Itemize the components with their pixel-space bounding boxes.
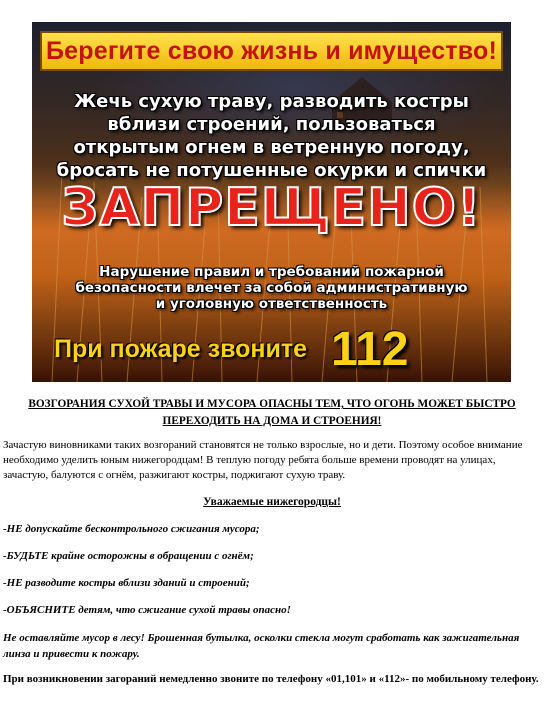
notice-warning: Не оставляйте мусор в лесу! Брошенная бутылка, осколки стекла могут сработать как зажигательная линза и привести к пожару.	[3, 632, 520, 660]
notice-salutation: Уважаемые нижегородцы!	[203, 496, 341, 508]
emergency-call-line	[54, 322, 408, 377]
forbidden-headline: ЗАПРЕЩЕНО!	[61, 178, 482, 238]
poster-title: Берегите свою жизнь и имущество!	[46, 36, 497, 65]
notice-item: -БУДЬТЕ крайне осторожны в обращении с огнём;	[3, 550, 254, 562]
liability-line: и уголовную ответственность	[155, 296, 388, 312]
notice-item: -НЕ разводите костры вблизи зданий и строений;	[3, 577, 250, 589]
emergency-number: 112	[331, 323, 409, 376]
notice-item: -ОБЪЯСНИТЕ детям, что сжигание сухой травы опасно!	[3, 604, 291, 616]
liability-line: Нарушение правил и требований пожарной	[99, 264, 444, 280]
liability-line: безопасности влечет за собой административную	[75, 280, 468, 296]
notice-document	[3, 396, 541, 687]
liability-text	[32, 264, 511, 312]
rule-line: Жечь сухую траву, разводить костры	[74, 91, 469, 112]
rule-line: открытым огнем в ветренную погоду,	[73, 137, 470, 158]
fire-safety-poster	[32, 22, 511, 382]
notice-heading: ВОЗГОРАНИЯ СУХОЙ ТРАВЫ И МУСОРА ОПАСНЫ ТЕМ, ЧТО ОГОНЬ МОЖЕТ БЫСТРО ПЕРЕХОДИТЬ НА ДОМА И СТРОЕНИЯ!	[28, 398, 516, 427]
notice-paragraph: Зачастую виновниками таких возгораний становятся не только взрослые, но и дети. Поэтому особое внимание необходимо уделить юным нижегородцам! В теплую погоду ребята больше времени проводят на улицах, зачастую, балуются с огнём, разжигают костры, поджигают сухую траву.	[3, 439, 523, 481]
poster-title-banner	[40, 31, 503, 71]
notice-item: -НЕ допускайте бесконтрольного сжигания мусора;	[3, 523, 260, 535]
rule-line: вблизи строений, пользоваться	[107, 114, 436, 135]
rule-line: бросать не потушенные окурки и спички	[56, 160, 487, 181]
emergency-call-label: При пожаре звоните	[54, 335, 308, 363]
prohibited-actions-text	[32, 90, 511, 182]
notice-final: При возникновении загораний немедленно звоните по телефону «01,101» и «112»- по мобильному телефону.	[3, 673, 539, 685]
